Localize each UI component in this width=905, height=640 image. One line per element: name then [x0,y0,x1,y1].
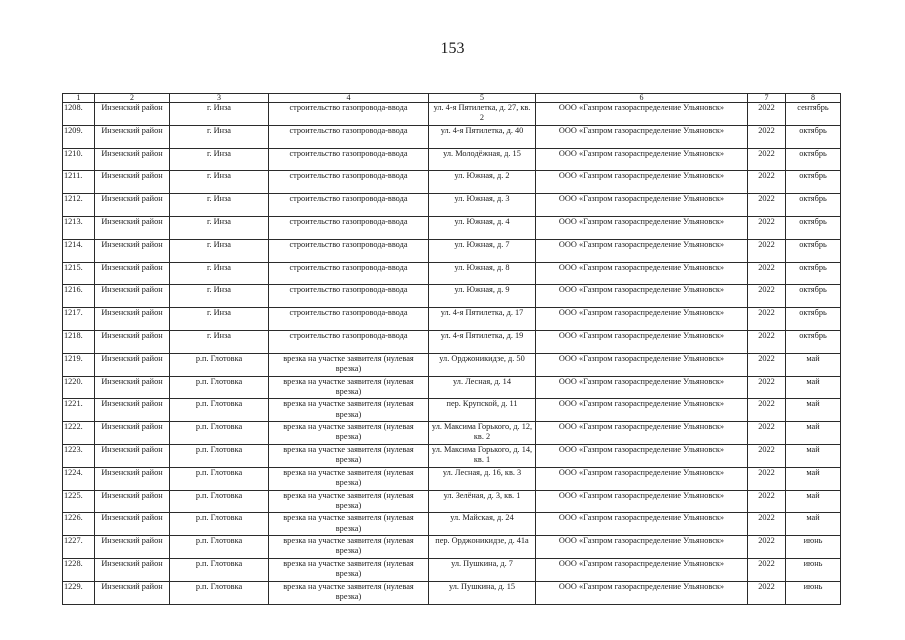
locality-cell: г. Инза [170,148,269,171]
month-cell: октябрь [786,171,841,194]
work-type-cell: врезка на участке заявителя (нулевая врезка) [269,581,429,604]
year-cell: 2022 [748,467,786,490]
locality-cell: р.п. Глотовка [170,490,269,513]
year-cell: 2022 [748,194,786,217]
table-row [63,262,841,285]
organization-cell: ООО «Газпром газораспределение Ульяновск» [536,330,748,353]
district-cell: Инзенский район [95,148,170,171]
locality-cell: г. Инза [170,239,269,262]
month-cell: май [786,513,841,536]
organization-cell: ООО «Газпром газораспределение Ульяновск» [536,376,748,399]
column-header: 4 [269,94,429,103]
year-cell: 2022 [748,308,786,331]
district-cell: Инзенский район [95,330,170,353]
month-cell: сентябрь [786,103,841,126]
district-cell: Инзенский район [95,103,170,126]
organization-cell: ООО «Газпром газораспределение Ульяновск» [536,513,748,536]
year-cell: 2022 [748,239,786,262]
month-cell: май [786,490,841,513]
district-cell: Инзенский район [95,513,170,536]
organization-cell: ООО «Газпром газораспределение Ульяновск» [536,194,748,217]
address-cell: ул. Южная, д. 9 [429,285,536,308]
address-cell: ул. Пушкина, д. 15 [429,581,536,604]
table-row [63,239,841,262]
work-type-cell: строительство газопровода-ввода [269,330,429,353]
table-row [63,490,841,513]
year-cell: 2022 [748,353,786,376]
organization-cell: ООО «Газпром газораспределение Ульяновск» [536,148,748,171]
address-cell: ул. Южная, д. 8 [429,262,536,285]
district-cell: Инзенский район [95,239,170,262]
work-type-cell: врезка на участке заявителя (нулевая врезка) [269,353,429,376]
organization-cell: ООО «Газпром газораспределение Ульяновск» [536,125,748,148]
district-cell: Инзенский район [95,262,170,285]
work-type-cell: строительство газопровода-ввода [269,148,429,171]
table-row [63,558,841,581]
address-cell: ул. 4-я Пятилетка, д. 17 [429,308,536,331]
row-number-cell: 1228. [63,558,95,581]
table-row [63,103,841,126]
organization-cell: ООО «Газпром газораспределение Ульяновск» [536,444,748,467]
locality-cell: г. Инза [170,194,269,217]
locality-cell: г. Инза [170,285,269,308]
year-cell: 2022 [748,490,786,513]
district-cell: Инзенский район [95,581,170,604]
row-number-cell: 1223. [63,444,95,467]
locality-cell: г. Инза [170,216,269,239]
locality-cell: г. Инза [170,103,269,126]
address-cell: ул. Южная, д. 4 [429,216,536,239]
district-cell: Инзенский район [95,171,170,194]
row-number-cell: 1222. [63,422,95,445]
address-cell: ул. Лесная, д. 14 [429,376,536,399]
district-cell: Инзенский район [95,353,170,376]
organization-cell: ООО «Газпром газораспределение Ульяновск» [536,536,748,559]
organization-cell: ООО «Газпром газораспределение Ульяновск» [536,422,748,445]
locality-cell: г. Инза [170,330,269,353]
address-cell: ул. 4-я Пятилетка, д. 40 [429,125,536,148]
address-cell: ул. Южная, д. 3 [429,194,536,217]
table-row [63,422,841,445]
work-type-cell: строительство газопровода-ввода [269,285,429,308]
work-type-cell: строительство газопровода-ввода [269,308,429,331]
district-cell: Инзенский район [95,490,170,513]
address-cell: ул. Лесная, д. 16, кв. 3 [429,467,536,490]
work-type-cell: строительство газопровода-ввода [269,125,429,148]
column-header: 1 [63,94,95,103]
month-cell: октябрь [786,148,841,171]
address-cell: ул. 4-я Пятилетка, д. 19 [429,330,536,353]
month-cell: октябрь [786,216,841,239]
row-number-cell: 1211. [63,171,95,194]
month-cell: октябрь [786,285,841,308]
organization-cell: ООО «Газпром газораспределение Ульяновск» [536,308,748,331]
address-cell: ул. Максима Горького, д. 14, кв. 1 [429,444,536,467]
schedule-table [62,93,841,605]
row-number-cell: 1212. [63,194,95,217]
column-header: 8 [786,94,841,103]
year-cell: 2022 [748,103,786,126]
year-cell: 2022 [748,262,786,285]
district-cell: Инзенский район [95,376,170,399]
row-number-cell: 1219. [63,353,95,376]
month-cell: июнь [786,581,841,604]
year-cell: 2022 [748,558,786,581]
district-cell: Инзенский район [95,216,170,239]
row-number-cell: 1227. [63,536,95,559]
row-number-cell: 1216. [63,285,95,308]
organization-cell: ООО «Газпром газораспределение Ульяновск» [536,239,748,262]
month-cell: октябрь [786,262,841,285]
table-row [63,467,841,490]
month-cell: октябрь [786,330,841,353]
address-cell: ул. Пушкина, д. 7 [429,558,536,581]
district-cell: Инзенский район [95,536,170,559]
organization-cell: ООО «Газпром газораспределение Ульяновск» [536,171,748,194]
organization-cell: ООО «Газпром газораспределение Ульяновск» [536,353,748,376]
table-row [63,125,841,148]
organization-cell: ООО «Газпром газораспределение Ульяновск» [536,262,748,285]
locality-cell: г. Инза [170,125,269,148]
locality-cell: г. Инза [170,308,269,331]
locality-cell: р.п. Глотовка [170,376,269,399]
work-type-cell: врезка на участке заявителя (нулевая врезка) [269,513,429,536]
year-cell: 2022 [748,376,786,399]
row-number-cell: 1217. [63,308,95,331]
locality-cell: р.п. Глотовка [170,422,269,445]
locality-cell: р.п. Глотовка [170,444,269,467]
row-number-cell: 1224. [63,467,95,490]
work-type-cell: строительство газопровода-ввода [269,239,429,262]
table-row [63,376,841,399]
district-cell: Инзенский район [95,558,170,581]
table-row [63,285,841,308]
month-cell: октябрь [786,194,841,217]
year-cell: 2022 [748,581,786,604]
locality-cell: р.п. Глотовка [170,513,269,536]
district-cell: Инзенский район [95,308,170,331]
month-cell: май [786,422,841,445]
month-cell: май [786,399,841,422]
row-number-cell: 1226. [63,513,95,536]
locality-cell: р.п. Глотовка [170,399,269,422]
month-cell: май [786,467,841,490]
month-cell: октябрь [786,308,841,331]
address-cell: ул. Зелёная, д. 3, кв. 1 [429,490,536,513]
address-cell: ул. Южная, д. 2 [429,171,536,194]
year-cell: 2022 [748,125,786,148]
month-cell: июнь [786,558,841,581]
locality-cell: г. Инза [170,262,269,285]
work-type-cell: врезка на участке заявителя (нулевая врезка) [269,376,429,399]
organization-cell: ООО «Газпром газораспределение Ульяновск» [536,467,748,490]
table-row [63,216,841,239]
work-type-cell: врезка на участке заявителя (нулевая врезка) [269,399,429,422]
table-row [63,399,841,422]
table-row [63,148,841,171]
year-cell: 2022 [748,513,786,536]
address-cell: ул. Майская, д. 24 [429,513,536,536]
organization-cell: ООО «Газпром газораспределение Ульяновск» [536,558,748,581]
row-number-cell: 1215. [63,262,95,285]
district-cell: Инзенский район [95,422,170,445]
work-type-cell: врезка на участке заявителя (нулевая врезка) [269,467,429,490]
table-row [63,444,841,467]
address-cell: пер. Орджоникидзе, д. 41а [429,536,536,559]
work-type-cell: врезка на участке заявителя (нулевая врезка) [269,558,429,581]
district-cell: Инзенский район [95,399,170,422]
month-cell: октябрь [786,125,841,148]
row-number-cell: 1221. [63,399,95,422]
column-number-row [63,94,841,103]
address-cell: ул. Молодёжная, д. 15 [429,148,536,171]
year-cell: 2022 [748,285,786,308]
table-row [63,581,841,604]
work-type-cell: строительство газопровода-ввода [269,171,429,194]
row-number-cell: 1209. [63,125,95,148]
month-cell: май [786,444,841,467]
month-cell: май [786,353,841,376]
district-cell: Инзенский район [95,467,170,490]
row-number-cell: 1210. [63,148,95,171]
organization-cell: ООО «Газпром газораспределение Ульяновск» [536,285,748,308]
table-row [63,171,841,194]
row-number-cell: 1213. [63,216,95,239]
column-header: 7 [748,94,786,103]
work-type-cell: строительство газопровода-ввода [269,216,429,239]
column-header: 2 [95,94,170,103]
column-header: 3 [170,94,269,103]
work-type-cell: врезка на участке заявителя (нулевая врезка) [269,490,429,513]
district-cell: Инзенский район [95,444,170,467]
organization-cell: ООО «Газпром газораспределение Ульяновск» [536,490,748,513]
locality-cell: р.п. Глотовка [170,558,269,581]
row-number-cell: 1225. [63,490,95,513]
address-cell: ул. 4-я Пятилетка, д. 27, кв. 2 [429,103,536,126]
locality-cell: р.п. Глотовка [170,536,269,559]
year-cell: 2022 [748,422,786,445]
column-header: 5 [429,94,536,103]
month-cell: май [786,376,841,399]
district-cell: Инзенский район [95,125,170,148]
row-number-cell: 1218. [63,330,95,353]
table-row [63,308,841,331]
year-cell: 2022 [748,399,786,422]
year-cell: 2022 [748,171,786,194]
locality-cell: р.п. Глотовка [170,581,269,604]
table-row [63,353,841,376]
table-row [63,536,841,559]
work-type-cell: врезка на участке заявителя (нулевая врезка) [269,422,429,445]
locality-cell: г. Инза [170,171,269,194]
address-cell: ул. Максима Горького, д. 12, кв. 2 [429,422,536,445]
locality-cell: р.п. Глотовка [170,467,269,490]
address-cell: пер. Крупской, д. 11 [429,399,536,422]
row-number-cell: 1220. [63,376,95,399]
month-cell: июнь [786,536,841,559]
table-row [63,513,841,536]
work-type-cell: врезка на участке заявителя (нулевая врезка) [269,444,429,467]
table-row [63,194,841,217]
month-cell: октябрь [786,239,841,262]
work-type-cell: строительство газопровода-ввода [269,103,429,126]
locality-cell: р.п. Глотовка [170,353,269,376]
work-type-cell: врезка на участке заявителя (нулевая врезка) [269,536,429,559]
table-row [63,330,841,353]
address-cell: ул. Орджоникидзе, д. 50 [429,353,536,376]
address-cell: ул. Южная, д. 7 [429,239,536,262]
work-type-cell: строительство газопровода-ввода [269,194,429,217]
organization-cell: ООО «Газпром газораспределение Ульяновск» [536,103,748,126]
year-cell: 2022 [748,148,786,171]
row-number-cell: 1214. [63,239,95,262]
work-type-cell: строительство газопровода-ввода [269,262,429,285]
district-cell: Инзенский район [95,194,170,217]
organization-cell: ООО «Газпром газораспределение Ульяновск» [536,399,748,422]
year-cell: 2022 [748,216,786,239]
row-number-cell: 1229. [63,581,95,604]
organization-cell: ООО «Газпром газораспределение Ульяновск» [536,581,748,604]
organization-cell: ООО «Газпром газораспределение Ульяновск» [536,216,748,239]
row-number-cell: 1208. [63,103,95,126]
page-number: 153 [440,40,465,57]
year-cell: 2022 [748,444,786,467]
year-cell: 2022 [748,330,786,353]
year-cell: 2022 [748,536,786,559]
district-cell: Инзенский район [95,285,170,308]
column-header: 6 [536,94,748,103]
